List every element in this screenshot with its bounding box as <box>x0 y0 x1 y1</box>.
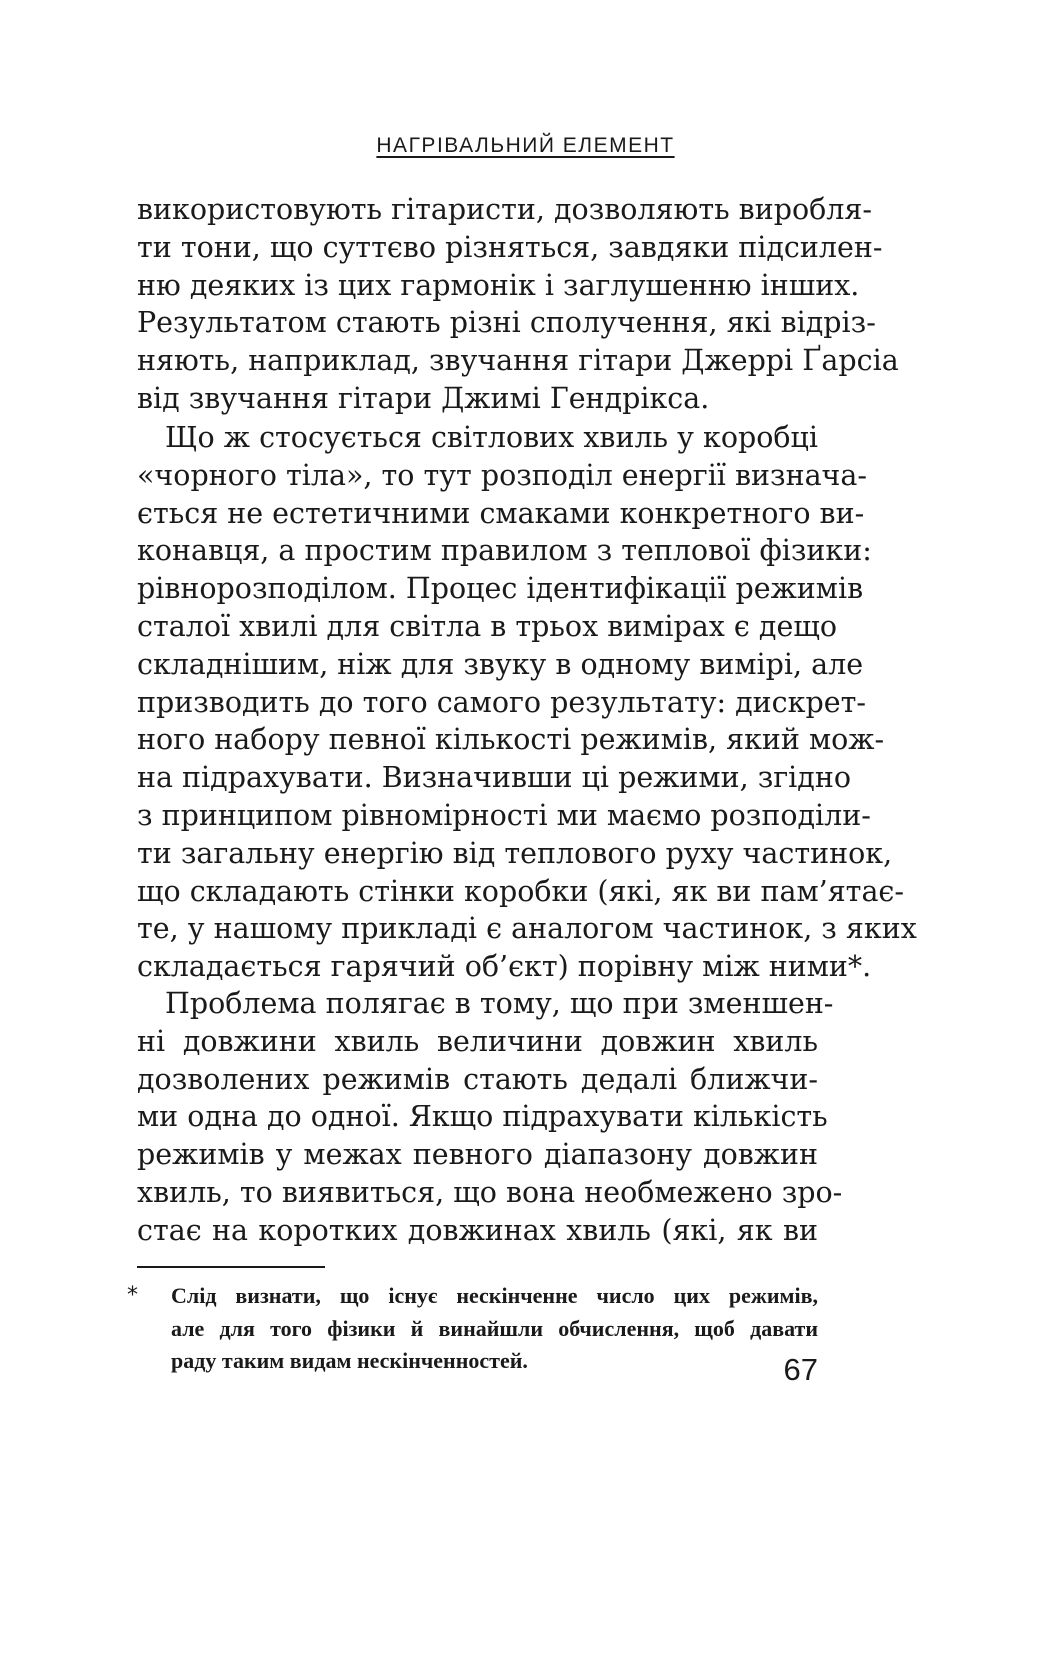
page-number: 67 <box>783 1352 818 1387</box>
text-line: «чорного тіла», то тут розподіл енергії визнача- <box>137 458 868 492</box>
text-line: складається гарячий об’єкт) порівну між ними*. <box>137 950 872 984</box>
footnote-line: Слід визнати, що існує нескінченне число цих режимів, <box>171 1283 818 1308</box>
paragraph-2 <box>137 419 917 986</box>
text-line: що складають стінки коробки (які, як ви пам’ятає- <box>137 874 905 908</box>
text-line: використовують гітаристи, дозволяють виробля- <box>137 193 873 226</box>
text-line: ного набору певної кількості режимів, який мож- <box>137 723 885 757</box>
text-line: конавця, а простим правилом з теплової фізики: <box>137 534 872 568</box>
text-line: ти загальну енергію від теплового руху частинок, <box>137 836 893 870</box>
text-line: ню деяких із цих гармонік і заглушенню інших. <box>137 268 860 302</box>
text-line: ми одна до одної. Якщо підрахувати кількість <box>137 1100 828 1134</box>
text-line: няють, наприклад, звучання гітари Джеррі Ґарсіа <box>137 344 899 378</box>
text-line: рівнорозподілом. Процес ідентифікації режимів <box>137 572 864 606</box>
footnote-marker: * <box>127 1283 138 1308</box>
text-line: ється не естетичними смаками конкретного ви- <box>137 496 865 530</box>
text-line: Що ж стосується світлових хвиль у коробці <box>165 421 818 454</box>
text-line: режимів у межах певного діапазону довжин <box>137 1138 818 1172</box>
text-line: призводить до того самого результату: дискрет- <box>137 685 866 719</box>
text-line: складнішим, ніж для звуку в одному вимірі, але <box>137 647 864 681</box>
text-line: стає на коротких довжинах хвиль (які, як ви <box>137 1213 818 1247</box>
text-line: ти тони, що суттєво різняться, завдяки підсилен- <box>137 230 883 264</box>
text-line: Проблема полягає в тому, що при зменшен- <box>165 987 834 1020</box>
running-head: НАГРІВАЛЬНИЙ ЕЛЕМЕНТ <box>376 134 675 157</box>
text-line: дозволених режимів стають дедалі ближчи- <box>137 1062 818 1096</box>
text-line: сталої хвилі для світла в трьох вимірах є дещо <box>137 609 837 643</box>
text-line: хвиль, то виявиться, що вона необмежено зро- <box>137 1175 843 1209</box>
text-line: ні довжини хвиль величини довжин хвиль <box>137 1024 818 1058</box>
text-line: від звучання гітари Джимі Гендрікса. <box>137 381 710 415</box>
text-line: Результатом стають різні сполучення, які відріз- <box>137 306 876 340</box>
footnote-line: але для того фізики й винайшли обчислення, щоб давати <box>171 1315 818 1341</box>
text-line: з принципом рівномірності ми маємо розподіли- <box>137 798 871 832</box>
text-line: на підрахувати. Визначивши ці режими, згідно <box>137 761 852 795</box>
paragraph-1 <box>137 191 899 418</box>
paragraph-3 <box>137 985 843 1250</box>
footnote-line: раду таким видам нескінченностей. <box>171 1348 528 1373</box>
text-line: те, у нашому прикладі є аналогом частинок, з яких <box>137 912 917 946</box>
footnote-divider <box>137 1266 325 1268</box>
